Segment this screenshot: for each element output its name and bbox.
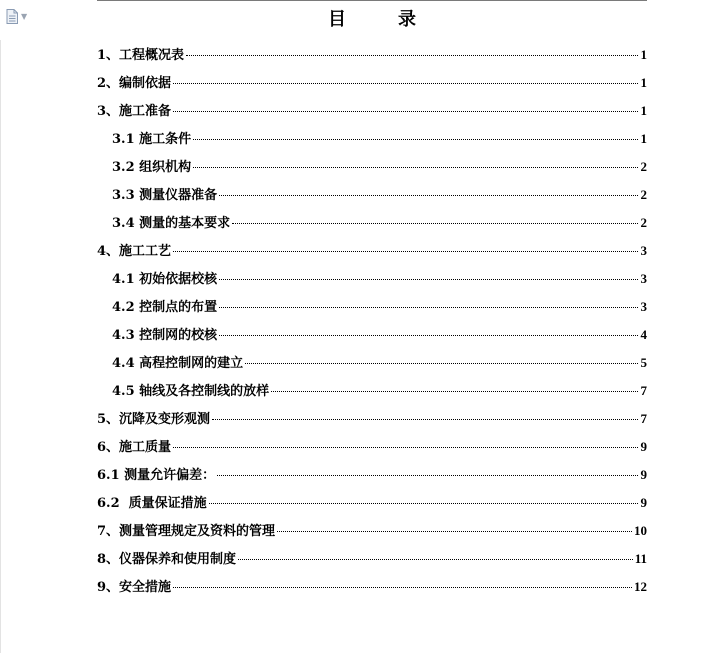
toc-entry[interactable] — [97, 408, 647, 436]
toc-dot-leader — [232, 223, 638, 224]
toc-entry-page-number: 10 — [634, 523, 647, 538]
toc-entry-page-number: 3 — [640, 271, 647, 286]
toc-entry-page-number: 9 — [640, 439, 647, 454]
toc-dot-leader — [193, 167, 638, 168]
toc-entry[interactable] — [97, 436, 647, 464]
toc-entry-label: 6.1 测量允许偏差： — [97, 468, 216, 483]
toc-dot-leader — [209, 503, 638, 504]
document-icon — [6, 9, 18, 24]
toc-entry[interactable] — [97, 464, 647, 492]
toc-entry-label: 9、安全措施 — [97, 580, 172, 595]
toc-dot-leader — [219, 307, 638, 308]
toc-entry-label: 3.2 组织机构 — [112, 160, 192, 175]
toc-entry[interactable] — [97, 296, 647, 324]
toc-dot-leader — [173, 447, 638, 448]
toc-dot-leader — [238, 559, 633, 560]
toc-dot-leader — [219, 195, 638, 196]
toc-entry[interactable] — [97, 520, 647, 548]
toc-entry[interactable] — [97, 324, 647, 352]
toc-entry-label: 6.2 质量保证措施 — [97, 496, 207, 511]
toc-entry[interactable] — [97, 380, 647, 408]
toc-dot-leader — [277, 531, 632, 532]
toc-entry-label: 3.4 测量的基本要求 — [112, 216, 231, 231]
toc-entry-page-number: 1 — [640, 75, 647, 90]
toc-entry[interactable] — [97, 100, 647, 128]
toc-entry-label: 2、编制依据 — [97, 76, 172, 91]
toc-dot-leader — [173, 83, 638, 84]
toc-dot-leader — [219, 335, 638, 336]
toc-entry-page-number: 1 — [640, 103, 647, 118]
toc-entry-label: 3.1 施工条件 — [112, 132, 192, 147]
document-page — [97, 0, 647, 604]
toc-dot-leader — [219, 279, 638, 280]
toc-entry-label: 7、测量管理规定及资料的管理 — [97, 524, 276, 539]
toc-dot-leader — [186, 55, 638, 56]
page-title: 目录 — [328, 9, 468, 30]
toc-entry-page-number: 2 — [640, 159, 647, 174]
toc-entry[interactable] — [97, 240, 647, 268]
toc-entry-label: 4.1 初始依据校核 — [112, 272, 218, 287]
toc-entry-page-number: 5 — [640, 355, 647, 370]
toc-entry-page-number: 2 — [640, 215, 647, 230]
toc-entry-page-number: 4 — [640, 327, 647, 342]
toc-entry[interactable] — [97, 156, 647, 184]
toc-entry[interactable] — [97, 128, 647, 156]
caret-down-icon: ▼ — [21, 11, 28, 21]
toc-dot-leader — [173, 111, 638, 112]
toc-entry-label: 3、施工准备 — [97, 104, 172, 119]
toc-entry-label: 4.2 控制点的布置 — [112, 300, 218, 315]
toc-entry[interactable] — [97, 548, 647, 576]
toc-entry-label: 4.3 控制网的校核 — [112, 328, 218, 343]
toc-dot-leader — [212, 419, 638, 420]
toc-entry-label: 5、沉降及变形观测 — [97, 412, 211, 427]
toc-entry-label: 8、仪器保养和使用制度 — [97, 552, 237, 567]
toc-entry-page-number: 1 — [640, 131, 647, 146]
toc-entry[interactable] — [97, 212, 647, 240]
toc-entry[interactable] — [97, 72, 647, 100]
toc-entry-label: 4、施工工艺 — [97, 244, 172, 259]
toc-dot-leader — [217, 475, 638, 476]
table-of-contents — [97, 44, 647, 604]
toc-entry-page-number: 3 — [640, 243, 647, 258]
toc-entry-page-number: 7 — [640, 383, 647, 398]
toc-entry-page-number: 9 — [640, 467, 647, 482]
toc-entry[interactable] — [97, 492, 647, 520]
toc-entry-page-number: 12 — [634, 579, 647, 594]
toc-dot-leader — [245, 363, 638, 364]
toc-dot-leader — [173, 251, 638, 252]
toc-entry[interactable] — [97, 44, 647, 72]
toc-entry-page-number: 3 — [640, 299, 647, 314]
toc-entry-page-number: 11 — [634, 551, 647, 566]
toc-entry-label: 4.4 高程控制网的建立 — [112, 356, 244, 371]
toc-entry-label: 4.5 轴线及各控制线的放样 — [112, 384, 270, 399]
toc-entry-label: 1、工程概况表 — [97, 48, 185, 63]
toc-dot-leader — [271, 391, 638, 392]
page-left-edge — [0, 40, 1, 653]
toc-entry-page-number: 7 — [640, 411, 647, 426]
toc-entry-page-number: 2 — [640, 187, 647, 202]
toc-entry-page-number: 1 — [640, 47, 647, 62]
toc-dot-leader — [173, 587, 632, 588]
toc-entry-page-number: 9 — [640, 495, 647, 510]
toc-entry[interactable] — [97, 268, 647, 296]
toc-entry-label: 3.3 测量仪器准备 — [112, 188, 218, 203]
document-menu[interactable] — [6, 9, 27, 24]
toc-dot-leader — [193, 139, 638, 140]
toc-entry[interactable] — [97, 576, 647, 604]
toc-entry[interactable] — [97, 352, 647, 380]
toc-entry[interactable] — [97, 184, 647, 212]
toc-entry-label: 6、施工质量 — [97, 440, 172, 455]
